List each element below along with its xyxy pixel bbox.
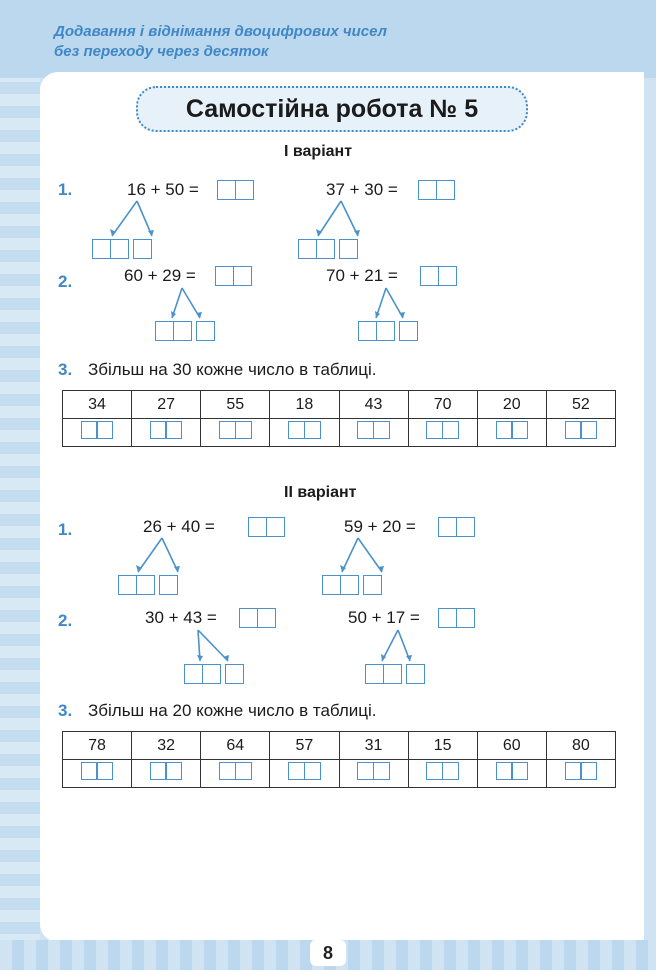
task-text: Збільш на 20 кожне число в таблиці. — [88, 701, 377, 720]
expression: 30 + 43 = — [145, 608, 217, 627]
page-number: 8 — [310, 940, 346, 966]
table-value-cell: 15 — [408, 732, 477, 760]
variant-2-heading: ІІ варіант — [284, 484, 357, 501]
table-value-cell: 27 — [132, 391, 201, 419]
task-number: 2. — [58, 272, 73, 291]
task-number: 2. — [58, 611, 73, 630]
table-value-cell: 20 — [477, 391, 546, 419]
table-value-cell: 18 — [270, 391, 339, 419]
task-text: Збільш на 30 кожне число в таблиці. — [88, 360, 377, 379]
expression: 37 + 30 = — [326, 180, 398, 199]
worksheet-title: Самостійна робота № 5 — [136, 86, 528, 132]
task-number: 1. — [58, 180, 73, 199]
table-value-cell: 34 — [63, 391, 132, 419]
task-number: 3. — [58, 701, 73, 720]
table-value-cell: 70 — [408, 391, 477, 419]
table-value-cell: 78 — [63, 732, 132, 760]
task-number: 1. — [58, 520, 73, 539]
table-value-cell: 31 — [339, 732, 408, 760]
table-value-cell: 55 — [201, 391, 270, 419]
table-value-cell: 60 — [477, 732, 546, 760]
section-title-line1: Додавання і віднімання двоцифрових чисел — [54, 23, 387, 40]
table-value-cell: 52 — [546, 391, 615, 419]
task-number: 3. — [58, 360, 73, 379]
table-value-cell: 80 — [546, 732, 615, 760]
table-value-cell: 64 — [201, 732, 270, 760]
table-value-cell: 57 — [270, 732, 339, 760]
section-title-line2: без переходу через десяток — [54, 43, 269, 60]
expression: 16 + 50 = — [127, 180, 199, 199]
table-value-cell: 32 — [132, 732, 201, 760]
variant-1-heading: І варіант — [284, 143, 353, 160]
expression: 60 + 29 = — [124, 266, 196, 285]
table-value-cell: 43 — [339, 391, 408, 419]
expression: 70 + 21 = — [326, 266, 398, 285]
expression: 26 + 40 = — [143, 517, 215, 536]
expression: 50 + 17 = — [348, 608, 420, 627]
expression: 59 + 20 = — [344, 517, 416, 536]
